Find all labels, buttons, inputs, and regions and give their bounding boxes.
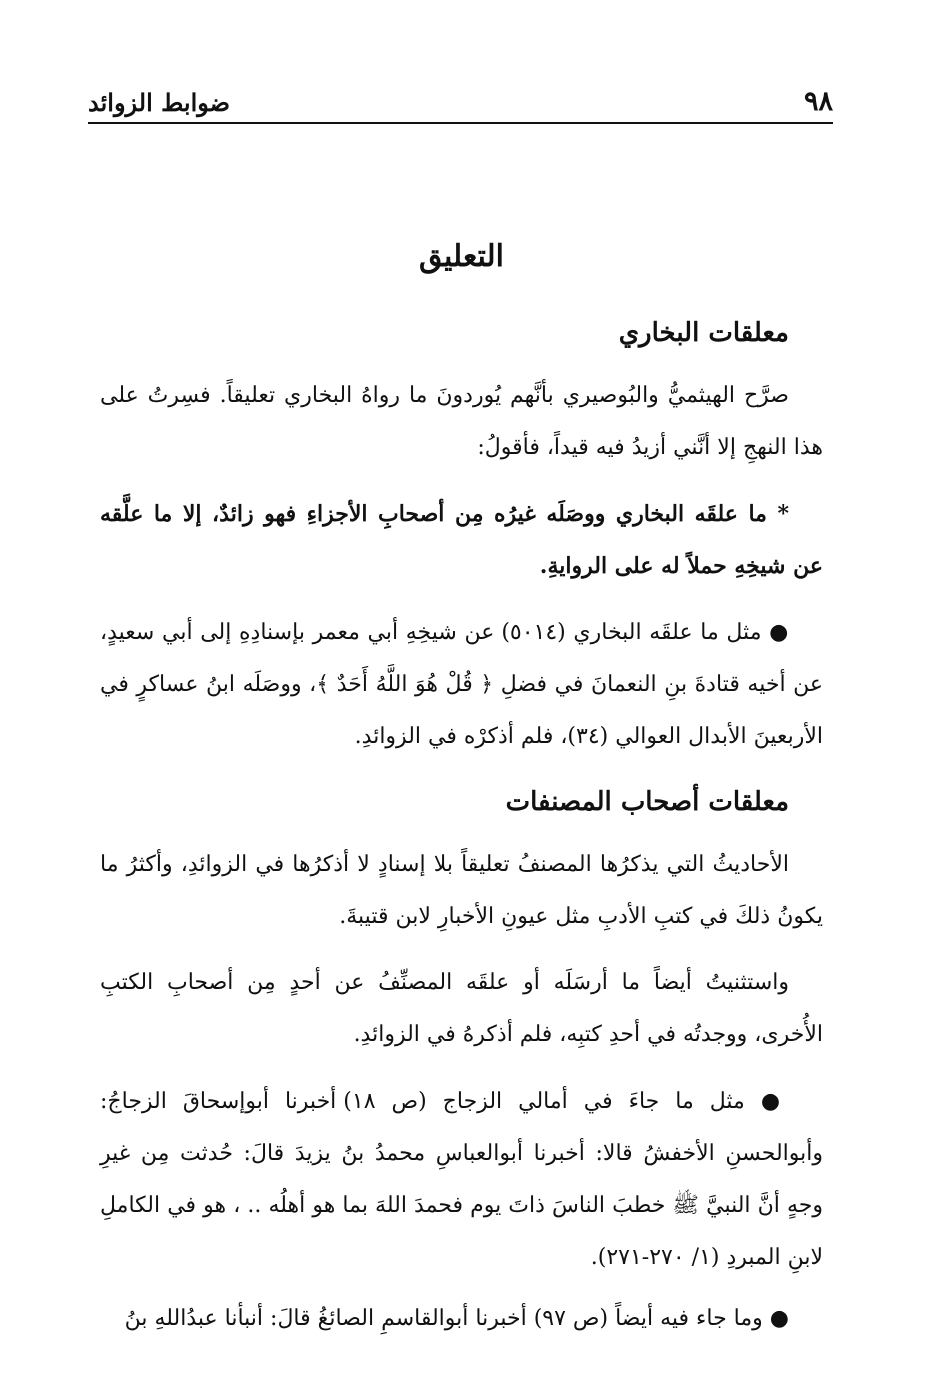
running-title: ضوابط الزوائد (88, 88, 231, 117)
bullet-icon: ● (769, 619, 789, 645)
bullet-icon: ● (760, 1088, 790, 1114)
rule-paragraph (100, 488, 823, 592)
subheading-compilers-suspended: معلقات أصحاب المصنفات (505, 787, 789, 817)
section-title: التعليق (418, 239, 504, 274)
paragraph-hadiths: الأحاديثُ التي يذكرُها المصنفُ تعليقاً بلا إسنادٍ لا أذكرُها في الزوائدِ، وأكثرُ ما يكونُ ذلكَ في كتبِ الأدبِ مثل عيونِ الأخبارِ لابن قتيبةَ. (100, 852, 823, 929)
paragraph-exceptions: واستثنيتُ أيضاً ما أرسَلَه أو علقَه المصنِّفُ عن أحدٍ مِن أصحابِ الكتبِ الأُخرى، ووجدتُه في أحدِ كتبِه، فلم أذكرهُ في الزوائدِ. (100, 970, 823, 1047)
page-content (100, 232, 823, 1359)
bullet-icon: ● (769, 1305, 789, 1331)
example-text-3: وما جاء فيه أيضاً (ص ٩٧) أخبرنا أبوالقاسمِ الصائغُ قالَ: أنبأنا عبدُاللهِ بنُ (124, 1306, 763, 1331)
example-text-1: مثل ما علقَه البخاري (٥٠١٤) عن شيخِهِ أبي معمر بإسنادِهِ إلى أبي سعيدٍ، عن أخيه قتادةَ بنِ النعمانَ في فضلِ ﴿ قُلْ هُوَ اللَّهُ أَحَدٌ ﴾، ووصَلَه ابنُ عساكرٍ في الأربعينَ الأبدال العوالي (٣٤)، فلم أذكرْه في الزوائدِ. (100, 620, 823, 749)
paragraph-intro: صرَّح الهيثميُّ والبُوصيري بأنَّهم يُوردونَ ما رواهُ البخاري تعليقاً. فسِرتُ على هذا النهجِ إلا أنَّني أزيدُ فيه قيداً، فأقولُ: (100, 383, 823, 460)
subheading-bukhari-suspended: معلقات البخاري (618, 318, 789, 348)
example-paragraph-1 (100, 606, 823, 763)
page-number: ٩٨ (803, 86, 833, 117)
rule-text: ما علقَه البخاري ووصَلَه غيرُه مِن أصحابِ الأجزاءِ فهو زائدٌ، إلا ما علَّقه عن شيخِهِ حملاً له على الروايةِ. (100, 501, 823, 579)
asterisk-marker: * (777, 501, 789, 527)
page-header (88, 82, 833, 124)
example-paragraph-3 (100, 1292, 823, 1345)
example-paragraph-2 (100, 1075, 823, 1284)
example-text-2: مثل ما جاءَ في أمالي الزجاج (ص ١٨) أخبرنا أبوإسحاقَ الزجاجُ: وأبوالحسنِ الأخفشُ قالا: أخبرنا أبوالعباسِ محمدُ بنُ يزيدَ قالَ: حُدثت مِن غيرِ وجهٍ أنَّ النبيَّ ﷺ خطبَ الناسَ ذاتَ يوم فحمدَ اللهَ بما هو أهلُه .. ، هو في الكاملِ لابنِ المبردِ (١/ ٢٧٠-٢٧١). (100, 1089, 823, 1270)
